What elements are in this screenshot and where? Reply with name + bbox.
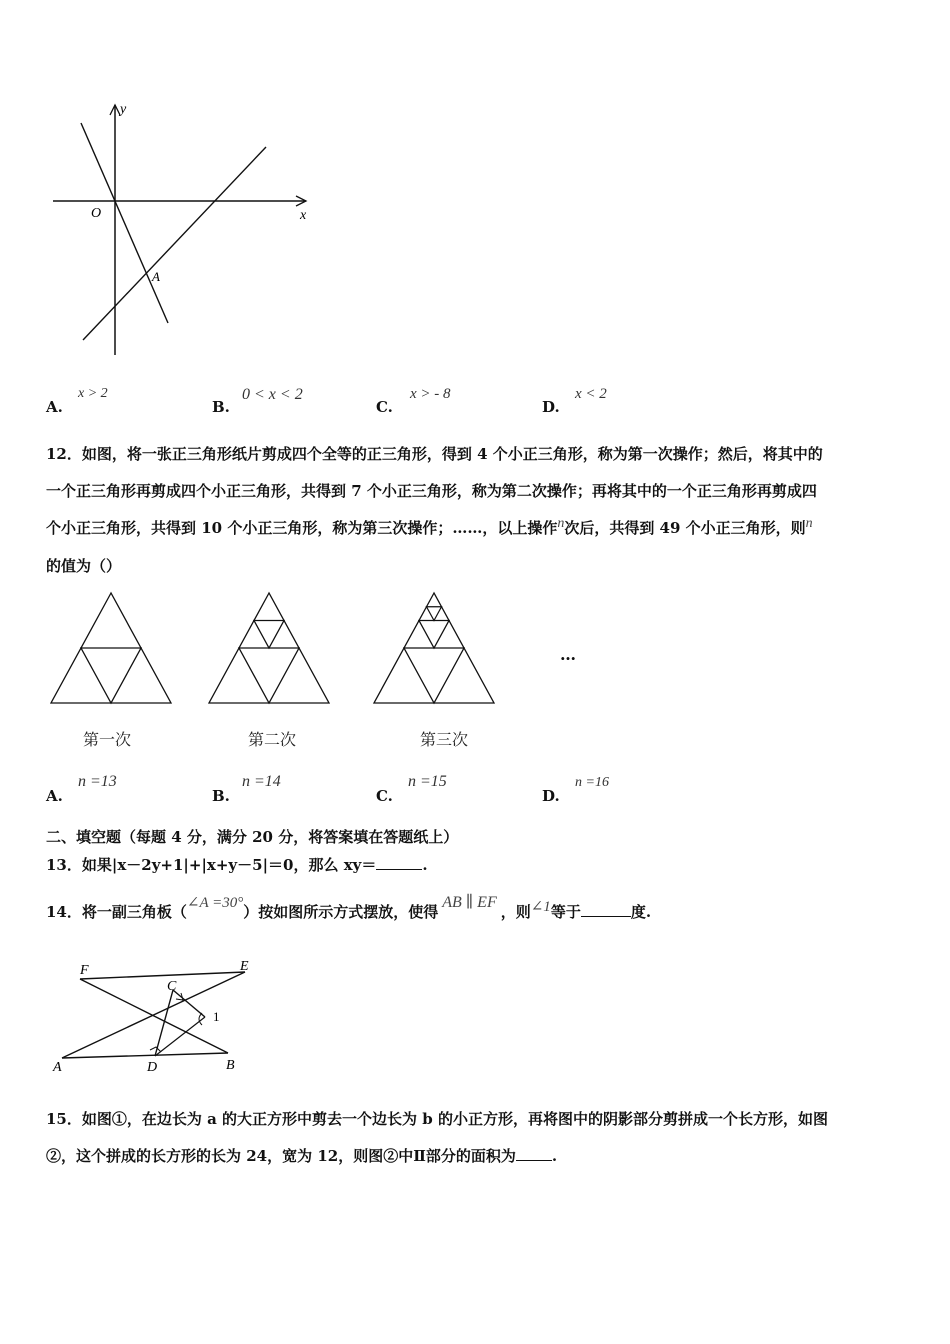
q14 [46, 894, 651, 931]
q11-option-b[interactable] [212, 386, 362, 416]
option-value: n =13 [78, 773, 117, 790]
line-increasing [83, 147, 266, 340]
label-o: O [91, 206, 102, 221]
ab-parallel-ef: AB ∥ EF [442, 894, 497, 911]
answer-blank[interactable] [581, 902, 631, 917]
option-value: n =14 [242, 773, 281, 790]
option-letter: D. [542, 398, 560, 416]
option-value: 0 < x < 2 [242, 386, 303, 403]
q14-suffix: 等于 [550, 903, 581, 921]
q13-end: . [422, 856, 428, 874]
q14-end: 度. [630, 903, 652, 921]
caption-first: 第一次 [83, 730, 132, 749]
option-value: x > 2 [78, 386, 108, 401]
q15-end: . [551, 1147, 558, 1165]
q13 [46, 852, 428, 878]
q13-text: 13．如果|x－2y+1|+|x+y－5|＝0，那么 xy＝ [46, 856, 377, 874]
q12-line3-a: 个小正三角形，共得到 10 个小正三角形，称为第三次操作；……，以上操作 [46, 519, 558, 537]
option-value: x > - 8 [410, 386, 451, 402]
caption-third: 第三次 [420, 730, 469, 749]
triangle-figure-2 [204, 590, 334, 708]
q14-middle: ）按如图所示方式摆放，使得 [243, 903, 439, 921]
q14-after: ，则 [500, 903, 531, 921]
caption-second: 第二次 [248, 730, 297, 749]
q15-line1: 15．如图①，在边长为 a 的大正方形中剪去一个边长为 b 的小正方形，再将图中的阴影部分剪拼成一个长方形，如图 [46, 1110, 828, 1128]
q11-coordinate-figure [48, 95, 328, 370]
n-symbol: n [557, 516, 565, 531]
section-heading: 二、填空题（每题 4 分，满分 20 分，将答案填在答题纸上） [46, 828, 459, 846]
label-b: B [226, 1058, 235, 1073]
label-c: C [167, 979, 177, 994]
q12-stem [46, 436, 916, 585]
q12-line3 [46, 510, 916, 548]
q12-option-b[interactable] [212, 773, 362, 803]
label-a: A [152, 269, 160, 284]
q12-line2: 一个正三角形再剪成四个小正三角形，共得到 7 个小正三角形，称为第二次操作；再将其中的一个正三角形再剪成四 [46, 482, 817, 500]
triangle-figure-3 [369, 590, 499, 708]
option-letter: A. [46, 787, 63, 805]
label-y: y [120, 102, 127, 117]
option-value: n =15 [408, 773, 447, 790]
label-x: x [300, 208, 307, 223]
q15-line2-text: ②，这个拼成的长方形的长为 24，宽为 12，则图②中Ⅱ部分的面积为 [46, 1147, 516, 1165]
q11-option-c[interactable] [376, 386, 526, 416]
q12-line1: 12．如图，将一张正三角形纸片剪成四个全等的正三角形，得到 4 个小正三角形，称为第一次操作；然后，将其中的 [46, 445, 823, 463]
triangle-figure-1 [46, 590, 176, 708]
n-symbol: n [805, 516, 813, 531]
label-e: E [240, 959, 249, 974]
label-1: 1 [213, 1009, 220, 1024]
angle-1: ∠1 [530, 899, 551, 915]
option-letter: B. [212, 398, 230, 416]
option-letter: D. [542, 787, 560, 805]
q12-option-c[interactable] [376, 773, 526, 803]
q14-triangles-figure [50, 955, 260, 1080]
q12-option-a[interactable] [46, 773, 196, 803]
option-letter: C. [376, 398, 393, 416]
q15 [46, 1101, 916, 1175]
option-letter: A. [46, 398, 63, 416]
q12-line4: 的值为（） [46, 557, 122, 575]
label-a: A [53, 1060, 62, 1075]
q12-option-d[interactable] [542, 773, 692, 803]
option-value: n =16 [575, 775, 609, 790]
angle-a-30: ∠A =30° [186, 895, 244, 911]
line-decreasing [81, 123, 168, 323]
answer-blank[interactable] [516, 1146, 552, 1161]
q11-option-a[interactable] [46, 386, 196, 416]
label-f: F [80, 963, 89, 978]
label-d: D [147, 1060, 158, 1075]
option-value: x < 2 [575, 386, 607, 402]
answer-blank[interactable] [376, 855, 422, 870]
ellipsis: … [560, 645, 576, 664]
q12-line3-b: 次后，共得到 49 个小正三角形，则 [564, 519, 806, 537]
q11-option-d[interactable] [542, 386, 692, 416]
q15-line2 [46, 1138, 916, 1175]
q14-prefix: 14．将一副三角板（ [46, 903, 187, 921]
option-letter: B. [212, 787, 230, 805]
option-letter: C. [376, 787, 393, 805]
